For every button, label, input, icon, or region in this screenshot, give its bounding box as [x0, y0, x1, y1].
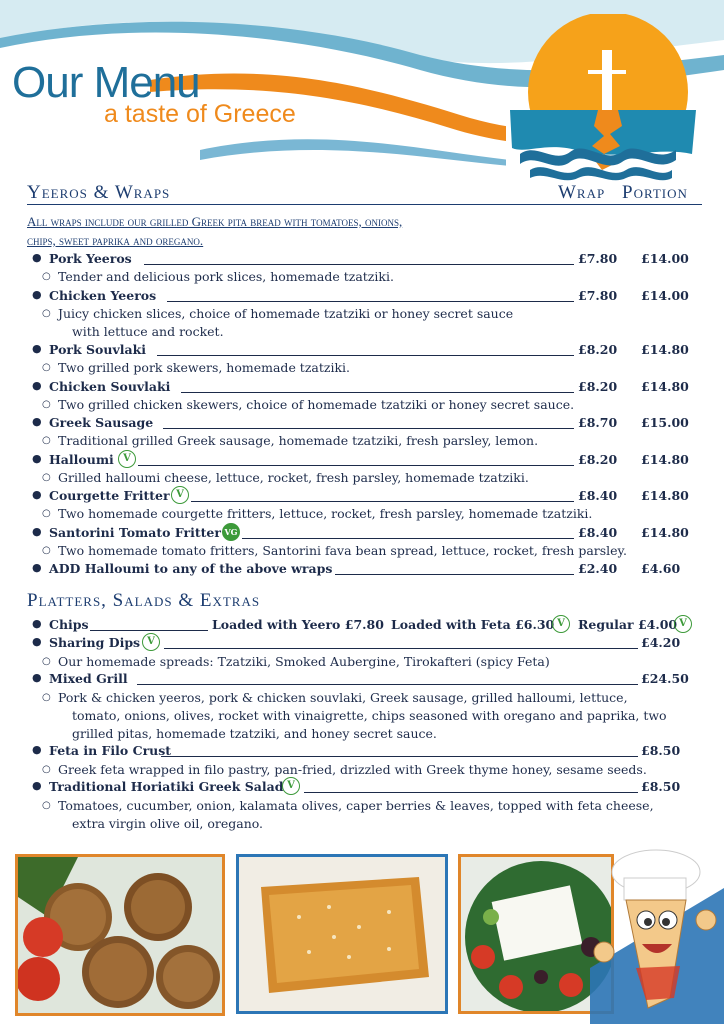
description-text: Tender and delicious pork slices, homemade tzatziki.	[58, 269, 394, 284]
bullet: ●	[32, 342, 42, 355]
bullet: ●	[32, 635, 42, 648]
item-description	[42, 653, 550, 671]
item-name: Sharing Dips	[49, 635, 141, 650]
item-name: Mixed Grill	[49, 671, 128, 686]
price: £4.20	[641, 635, 681, 650]
sub-bullet: ○	[42, 656, 51, 667]
price-wrap: £8.20	[578, 342, 618, 357]
leader-line	[144, 264, 574, 265]
price-wrap: £8.20	[578, 452, 618, 467]
wraps-note-line1: All wraps include our grilled Greek pita bread with tomatoes, onions,	[27, 214, 403, 229]
section-heading-wraps: Yeeros & Wraps	[27, 182, 171, 203]
price-wrap: £7.80	[578, 251, 618, 266]
description-text: Two grilled pork skewers, homemade tzatziki.	[58, 360, 351, 375]
price-wrap: £8.70	[578, 415, 618, 430]
sub-bullet: ○	[42, 435, 51, 446]
photo-fritters	[15, 854, 225, 1016]
leader-line	[164, 648, 638, 649]
bullet: ●	[32, 288, 42, 301]
item-name: Chicken Souvlaki	[49, 379, 171, 394]
sub-bullet: ○	[42, 472, 51, 483]
sub-bullet: ○	[42, 545, 51, 556]
page-title: Our Menu	[12, 58, 200, 107]
sunset-logo	[506, 14, 696, 182]
price-portion: £14.80	[641, 488, 689, 503]
item-description	[42, 396, 575, 414]
price-portion: £15.00	[641, 415, 689, 430]
leader-line	[138, 465, 574, 466]
description-text: extra virgin olive oil, oregano.	[72, 816, 264, 831]
item-name: Santorini Tomato Fritter	[49, 525, 221, 540]
price-portion: £14.00	[641, 251, 689, 266]
column-header-portion: Portion	[622, 182, 688, 203]
leader-line	[181, 392, 574, 393]
sub-bullet: ○	[42, 399, 51, 410]
vegan-icon: VG	[222, 523, 240, 541]
sub-bullet: ○	[42, 764, 51, 775]
vegetarian-icon: V	[171, 486, 189, 504]
item-description	[42, 542, 627, 560]
bullet: ●	[32, 743, 42, 756]
leader-line	[335, 574, 574, 575]
description-text: Two homemade tomato fritters, Santorini fava bean spread, lettuce, rocket, fresh parsley.	[58, 543, 627, 558]
item-description	[42, 689, 628, 707]
greek-salad-image	[461, 857, 611, 1011]
chef-mascot	[590, 848, 724, 1024]
item-description	[42, 432, 539, 450]
fritters-image	[18, 857, 222, 1013]
item-name: Halloumi	[49, 452, 114, 467]
leader-line	[167, 301, 574, 302]
price-portion: £14.80	[641, 452, 689, 467]
bullet: ●	[32, 671, 42, 684]
description-text: Our homemade spreads: Tzatziki, Smoked Aubergine, Tirokafteri (spicy Feta)	[58, 654, 550, 669]
item-description	[72, 815, 263, 833]
bullet: ●	[32, 488, 42, 501]
bullet: ●	[32, 415, 42, 428]
item-description	[42, 305, 514, 323]
sub-bullet: ○	[42, 692, 51, 703]
description-text: grilled pitas, homemade tzatziki, and honey secret sauce.	[72, 726, 437, 741]
chips-loaded-feta: Loaded with Feta £6.30	[391, 617, 555, 632]
item-description	[42, 469, 529, 487]
description-text: Traditional grilled Greek sausage, homemade tzatziki, fresh parsley, lemon.	[58, 433, 539, 448]
description-text: Greek feta wrapped in filo pastry, pan-fried, drizzled with Greek thyme honey, sesame seeds.	[58, 762, 647, 777]
section-heading-platters: Platters, Salads & Extras	[27, 590, 261, 611]
price-wrap: £7.80	[578, 288, 618, 303]
sub-bullet: ○	[42, 508, 51, 519]
description-text: Grilled halloumi cheese, lettuce, rocket, fresh parsley, homemade tzatziki.	[58, 470, 529, 485]
bullet: ●	[32, 779, 42, 792]
bullet: ●	[32, 561, 42, 574]
price-wrap: £8.20	[578, 379, 618, 394]
leader-line	[157, 355, 574, 356]
feta-filo-image	[239, 857, 445, 1011]
bullet: ●	[32, 617, 42, 630]
price-portion: £4.60	[641, 561, 681, 576]
description-text: tomato, onions, olives, rocket with vinaigrette, chips seasoned with oregano and paprika, two	[72, 708, 667, 723]
wraps-note-line2: chips, sweet paprika and oregano.	[27, 233, 204, 248]
price: £8.50	[641, 779, 681, 794]
leader-line	[137, 684, 638, 685]
description-text: Tomatoes, cucumber, onion, kalamata olives, caper berries & leaves, topped with feta cheese,	[58, 798, 654, 813]
item-name: Feta in Filo Crust	[49, 743, 172, 758]
chips-loaded-yeero: Loaded with Yeero £7.80	[212, 617, 384, 632]
vegetarian-icon: V	[552, 615, 570, 633]
item-description	[42, 359, 351, 377]
bullet: ●	[32, 251, 42, 264]
item-name: Pork Yeeros	[49, 251, 132, 266]
sub-bullet: ○	[42, 271, 51, 282]
description-text: with lettuce and rocket.	[72, 324, 224, 339]
price-wrap: £2.40	[578, 561, 618, 576]
leader-line	[90, 630, 208, 631]
item-description	[72, 323, 224, 341]
price-portion: £14.80	[641, 379, 689, 394]
item-description	[72, 725, 437, 743]
chips-regular: Regular £4.00	[578, 617, 678, 632]
item-name: Chicken Yeeros	[49, 288, 157, 303]
price-portion: £14.80	[641, 342, 689, 357]
price: £8.50	[641, 743, 681, 758]
divider	[27, 204, 702, 205]
sub-bullet: ○	[42, 308, 51, 319]
page-subtitle: a taste of Greece	[104, 100, 296, 128]
leader-line	[163, 428, 574, 429]
photo-feta-filo	[236, 854, 448, 1014]
price-portion: £14.00	[641, 288, 689, 303]
vegetarian-icon: V	[282, 777, 300, 795]
description-text: Two homemade courgette fritters, lettuce, rocket, fresh parsley, homemade tzatziki.	[58, 506, 593, 521]
vegetarian-icon: V	[674, 615, 692, 633]
leader-line	[242, 538, 574, 539]
sub-bullet: ○	[42, 362, 51, 373]
item-description	[42, 761, 647, 779]
sub-bullet: ○	[42, 800, 51, 811]
column-header-wrap: Wrap	[558, 182, 606, 203]
item-name: Traditional Horiatiki Greek Salad	[49, 779, 284, 794]
item-name: ADD Halloumi to any of the above wraps	[49, 561, 333, 576]
item-description	[42, 268, 394, 286]
item-name: Pork Souvlaki	[49, 342, 146, 357]
item-name: Chips	[49, 617, 89, 632]
vegetarian-icon: V	[118, 450, 136, 468]
description-text: Two grilled chicken skewers, choice of homemade tzatziki or honey secret sauce.	[58, 397, 575, 412]
item-name: Courgette Fritter	[49, 488, 170, 503]
item-description	[72, 707, 667, 725]
leader-line	[191, 501, 574, 502]
item-description	[42, 797, 654, 815]
description-text: Juicy chicken slices, choice of homemade tzatziki or honey secret sauce	[58, 306, 514, 321]
price-wrap: £8.40	[578, 525, 618, 540]
price-portion: £14.80	[641, 525, 689, 540]
bullet: ●	[32, 525, 42, 538]
price-wrap: £8.40	[578, 488, 618, 503]
leader-line	[304, 792, 638, 793]
price: £24.50	[641, 671, 689, 686]
leader-line	[161, 756, 638, 757]
vegetarian-icon: V	[142, 633, 160, 651]
item-name: Greek Sausage	[49, 415, 154, 430]
bullet: ●	[32, 379, 42, 392]
item-description	[42, 505, 593, 523]
description-text: Pork & chicken yeeros, pork & chicken souvlaki, Greek sausage, grilled halloumi, lettuce,	[58, 690, 628, 705]
bullet: ●	[32, 452, 42, 465]
